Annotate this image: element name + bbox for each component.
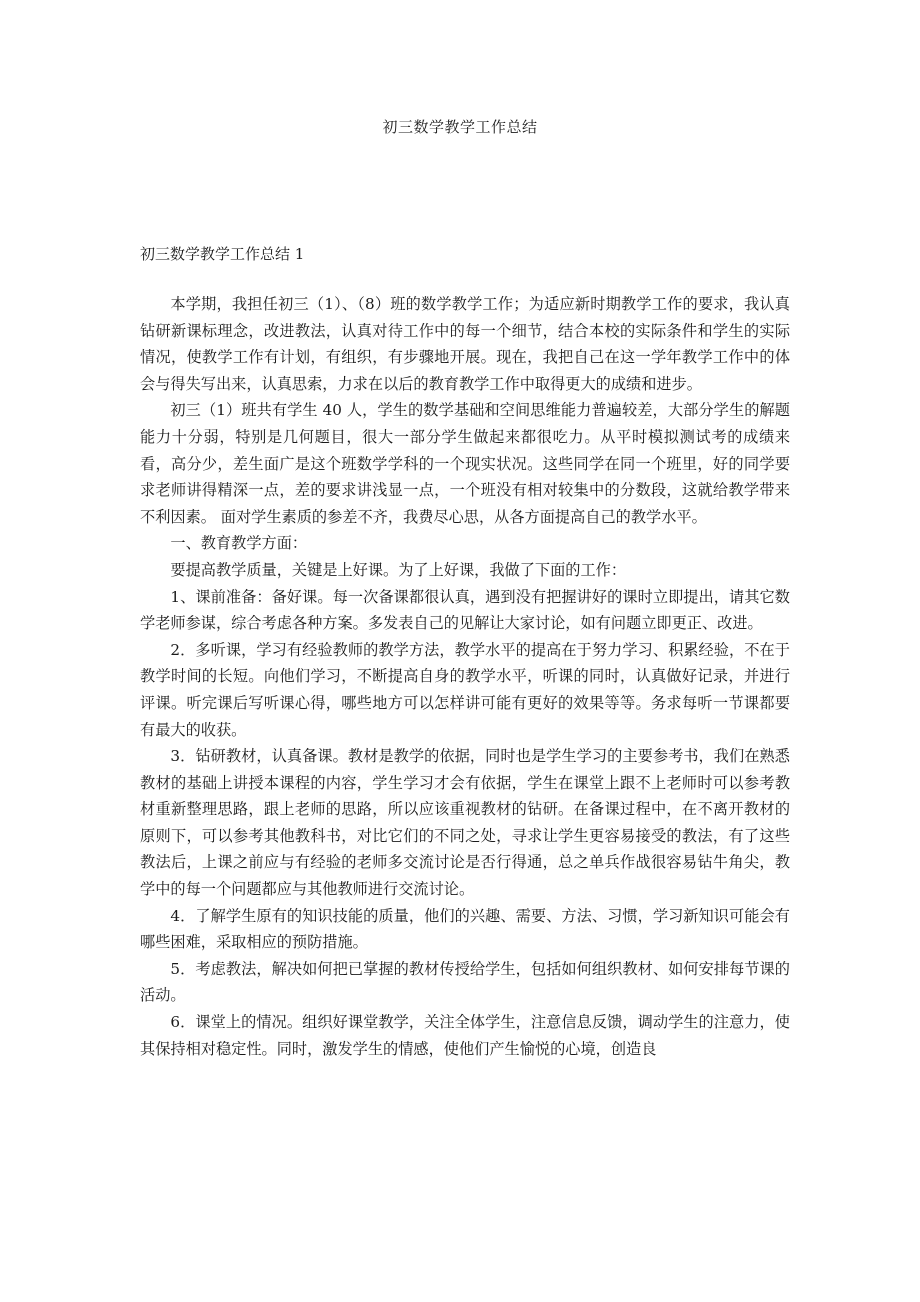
paragraph-intro: 本学期，我担任初三（1）、（8）班的数学教学工作；为适应新时期教学工作的要求，我认真钻研新课标理念，改进教法，认真对待工作中的每一个细节，结合本校的实际条件和学生的实际情况，使教学工作有计划，有组织，有步骤地开展。现在，我把自己在这一学年教学工作中的体会与得失写出来，认真思索，力求在以后的教育教学工作中取得更大的成绩和进步。 [140, 295, 790, 393]
document-body [140, 291, 790, 1062]
paragraph-item-2: 2．多听课，学习有经验教师的教学方法，教学水平的提高在于努力学习、积累经验，不在于教学时间的长短。向他们学习，不断提高自身的教学水平，听课的同时，认真做好记录，并进行评课。听完课后写听课心得，哪些地方可以怎样讲可能有更好的效果等等。务求每听一节课都要有最大的收获。 [140, 640, 790, 739]
paragraph-heading-teaching: 一、教育教学方面： [170, 534, 308, 553]
paragraph-teaching-key: 要提高教学质量，关键是上好课。为了上好课，我做了下面的工作： [170, 560, 627, 579]
paragraph-item-3: 3．钻研教材，认真备课。教材是教学的依据，同时也是学生学习的主要参考书，我们在熟悉教材的基础上讲授本课程的内容，学生学习才会有依据，学生在课堂上跟不上老师时可以参考教材重新整理思路，跟上老师的思路，所以应该重视教材的钻研。在备课过程中，在不离开教材的原则下，可以参考其他教科书，对比它们的不同之处，寻求让学生更容易接受的教法，有了这些教法后，上课之前应与有经验的老师多交流讨论是否行得通，总之单兵作战很容易钻牛角尖，教学中的每一个问题都应与其他教师进行交流讨论。 [140, 747, 790, 899]
section-title: 初三数学教学工作总结 1 [140, 245, 305, 263]
paragraph-item-6: 6．课堂上的情况。组织好课堂教学，关注全体学生，注意信息反馈，调动学生的注意力，使其保持相对稳定性。同时，激发学生的情感，使他们产生愉悦的心境，创造良 [140, 1013, 790, 1058]
paragraph-class-situation: 初三（1）班共有学生 40 人，学生的数学基础和空间思维能力普遍较差，大部分学生的解题能力十分弱，特别是几何题目，很大一部分学生做起来都很吃力。从平时模拟测试考的成绩来看，高分少，差生面广是这个班数学学科的一个现实状况。这些同学在同一个班里，好的同学要求老师讲得精深一点，差的要求讲浅显一点，一个班没有相对较集中的分数段，这就给教学带来不利因素。 面对学生素质的参差不齐，我费尽心思，从各方面提高自己的教学水平。 [140, 401, 790, 526]
paragraph-item-1: 1、课前准备：备好课。每一次备课都很认真，遇到没有把握讲好的课时立即提出，请其它数学老师参谋，综合考虑各种方案。多发表自己的见解让大家讨论，如有问题立即更正、改进。 [140, 587, 790, 633]
document-title: 初三数学教学工作总结 [382, 118, 538, 136]
paragraph-item-5: 5．考虑教法，解决如何把已掌握的教材传授给学生，包括如何组织教材、如何安排每节课的活动。 [140, 959, 790, 1005]
paragraph-item-4: 4．了解学生原有的知识技能的质量，他们的兴趣、需要、方法、习惯，学习新知识可能会有哪些困难，采取相应的预防措施。 [140, 906, 790, 952]
